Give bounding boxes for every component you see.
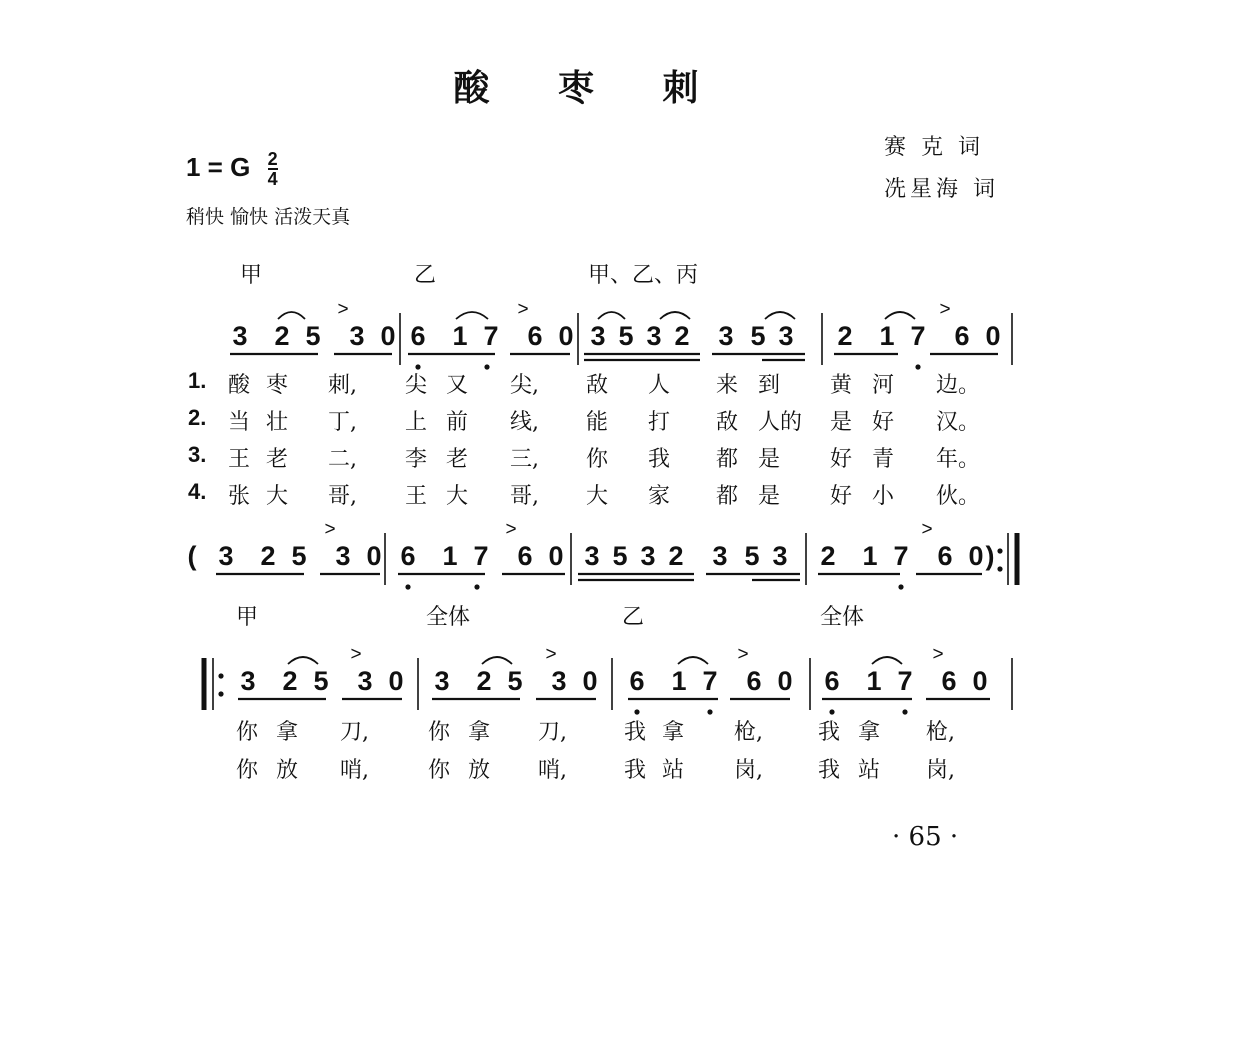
accent-mark: > [921,519,933,540]
lyric-syllable: 我 [818,720,841,745]
octave-dot [218,673,223,678]
note: 2 [668,541,684,571]
note: 6 [400,541,416,571]
lyric-syllable: 是 [758,447,781,472]
octave-dot [484,364,489,369]
voice-label: 全体 [426,605,471,630]
accent-mark: > [337,299,349,320]
note: 0 [582,666,598,696]
note: 1 [442,541,458,571]
lyric-syllable: 刀, [538,720,567,745]
note: 3 [712,541,728,571]
note: 0 [380,321,396,351]
note: 5 [313,666,329,696]
lyric-syllable: 张 [228,484,251,509]
lyric-syllable: 我 [624,720,647,745]
slur [872,657,902,664]
octave-dot [829,709,834,714]
song-title: 酸 枣 刺 [453,67,727,109]
lyric-syllable: 枣 [266,373,289,398]
lyric-syllable: 人 [648,373,671,398]
note: 6 [410,321,426,351]
slur [660,312,690,319]
lyric-syllable: 哥, [328,484,357,509]
lyric-syllable: 王 [405,484,428,509]
octave-dot [915,364,920,369]
lyric-syllable: 拿 [276,720,299,745]
lyric-syllable: 站 [662,758,685,783]
note: 6 [527,321,543,351]
slur [598,312,625,319]
lyric-syllable: 老 [266,447,289,472]
lyric-syllable: 小 [872,484,895,509]
lyric-syllable: 哨, [340,758,369,783]
slur [456,312,488,319]
note: 1 [452,321,468,351]
octave-dot [997,548,1002,553]
lyric-syllable: 老 [446,447,469,472]
lyric-syllable: 拿 [858,720,881,745]
lyric-syllable: 拿 [662,720,685,745]
octave-dot [707,709,712,714]
note: 5 [744,541,760,571]
lyric-syllable: 好 [830,447,853,472]
note: 0 [548,541,564,571]
lyric-syllable: 打 [648,410,671,435]
note: 7 [897,666,913,696]
lyric-syllable: 哨, [538,758,567,783]
voice-label: 甲 [240,263,263,288]
note: 3 [590,321,606,351]
lyric-syllable: 三, [510,447,539,472]
note: 6 [937,541,953,571]
lyric-syllable: 都 [716,447,739,472]
lyric-syllable: 你 [586,447,609,472]
note: 2 [260,541,276,571]
lyric-syllable: 线, [510,410,539,435]
octave-dot [634,709,639,714]
accent-mark: > [324,519,336,540]
note: 7 [910,321,926,351]
lyric-syllable: 家 [648,484,671,509]
verse-number: 3. [188,442,207,467]
lyric-syllable: 青 [872,447,895,472]
note: 3 [718,321,734,351]
note: 3 [218,541,234,571]
note: 2 [274,321,290,351]
note: 6 [954,321,970,351]
page-number: · 65 · [892,822,959,852]
note: 1 [671,666,687,696]
accent-mark: > [939,299,951,320]
lyric-syllable: 汉。 [936,410,981,435]
voice-label: 甲、乙、丙 [588,263,699,288]
note: 0 [558,321,574,351]
note: 2 [282,666,298,696]
lyric-syllable: 二, [328,447,357,472]
voice-label: 乙 [414,263,437,288]
slur [678,657,708,664]
lyric-syllable: 枪, [734,720,763,745]
accent-mark: > [932,644,944,665]
octave-dot [902,709,907,714]
key-label: 1 = G [186,151,251,182]
octave-dot [415,364,420,369]
lyric-syllable: 放 [276,758,299,783]
lyric-syllable: 上 [405,410,428,435]
meter-bottom: 4 [267,169,278,189]
slur [482,657,512,664]
lyric-syllable: 你 [236,720,259,745]
lyric-syllable: 大 [586,484,609,509]
note: 3 [646,321,662,351]
tempo-marking: 稍快 愉快 活泼天真 [186,206,351,228]
note: 5 [305,321,321,351]
lyric-syllable: 刀, [340,720,369,745]
lyric-syllable: 敌 [586,373,609,398]
note: 6 [629,666,645,696]
note: 7 [473,541,489,571]
paren-close: ) [985,541,995,571]
lyric-syllable: 好 [872,410,895,435]
note: 7 [702,666,718,696]
note: 3 [584,541,600,571]
note: 0 [968,541,984,571]
note: 1 [866,666,882,696]
verse-number: 1. [188,368,207,393]
note: 7 [893,541,909,571]
slur [885,312,915,319]
lyric-syllable: 人的 [758,410,803,435]
lyric-syllable: 站 [858,758,881,783]
note: 3 [640,541,656,571]
lyric-syllable: 岗, [734,758,763,783]
lyric-syllable: 岗, [926,758,955,783]
slur [765,312,795,319]
lyric-syllable: 当 [228,410,251,435]
note: 0 [388,666,404,696]
composer-credit: 冼星海 词 [884,177,999,202]
accent-mark: > [350,644,362,665]
accent-mark: > [517,299,529,320]
slur [288,657,318,664]
note: 6 [824,666,840,696]
meter-top: 2 [267,149,278,169]
lyric-syllable: 刺, [328,373,357,398]
voice-label: 乙 [622,605,645,630]
lyric-syllable: 又 [446,373,469,398]
lyric-syllable: 哥, [510,484,539,509]
note: 3 [778,321,794,351]
lyric-syllable: 你 [236,758,259,783]
note: 3 [357,666,373,696]
note: 7 [483,321,499,351]
note: 3 [434,666,450,696]
lyric-syllable: 到 [758,373,781,398]
lyric-syllable: 大 [266,484,289,509]
lyric-syllable: 黄 [830,373,853,398]
note: 5 [291,541,307,571]
lyric-syllable: 我 [818,758,841,783]
voice-label: 甲 [236,605,259,630]
note: 1 [879,321,895,351]
lyric-syllable: 敌 [716,410,739,435]
lyric-syllable: 枪, [926,720,955,745]
accent-mark: > [545,644,557,665]
lyric-syllable: 是 [758,484,781,509]
octave-dot [405,584,410,589]
lyric-syllable: 王 [228,447,251,472]
note: 3 [232,321,248,351]
verse-number: 2. [188,405,207,430]
lyric-syllable: 你 [428,720,451,745]
note: 1 [862,541,878,571]
lyric-syllable: 都 [716,484,739,509]
lyric-syllable: 放 [468,758,491,783]
voice-label: 全体 [820,605,865,630]
note: 3 [240,666,256,696]
note: 6 [517,541,533,571]
lyric-syllable: 你 [428,758,451,783]
verse-number: 4. [188,479,207,504]
note: 0 [972,666,988,696]
octave-dot [997,566,1002,571]
lyricist-credit: 赛 克 词 [884,135,984,160]
lyric-syllable: 河 [872,373,895,398]
note: 0 [366,541,382,571]
note: 2 [674,321,690,351]
note: 6 [941,666,957,696]
lyric-syllable: 壮 [266,410,289,435]
note: 5 [612,541,628,571]
note: 3 [772,541,788,571]
note: 5 [750,321,766,351]
lyric-syllable: 尖, [510,373,539,398]
lyric-syllable: 李 [405,447,428,472]
note: 6 [746,666,762,696]
note: 3 [349,321,365,351]
lyric-syllable: 来 [716,373,739,398]
note: 5 [507,666,523,696]
lyric-syllable: 年。 [936,447,981,472]
lyric-syllable: 边。 [936,373,981,398]
octave-dot [218,691,223,696]
lyric-syllable: 尖 [405,373,428,398]
note: 2 [837,321,853,351]
lyric-syllable: 是 [830,410,853,435]
lyric-syllable: 大 [446,484,469,509]
paren-open: ( [187,541,197,571]
note: 3 [551,666,567,696]
lyric-syllable: 我 [648,447,671,472]
octave-dot [898,584,903,589]
lyric-syllable: 伙。 [936,484,981,509]
note: 2 [820,541,836,571]
lyric-syllable: 拿 [468,720,491,745]
lyric-syllable: 酸 [228,373,251,398]
lyric-syllable: 好 [830,484,853,509]
note: 5 [618,321,634,351]
lyric-syllable: 能 [586,410,609,435]
accent-mark: > [505,519,517,540]
note: 3 [335,541,351,571]
note: 2 [476,666,492,696]
lyric-syllable: 我 [624,758,647,783]
note: 0 [985,321,1001,351]
note: 0 [777,666,793,696]
accent-mark: > [737,644,749,665]
slur [278,312,305,319]
lyric-syllable: 丁, [328,410,357,435]
lyric-syllable: 前 [446,410,469,435]
octave-dot [474,584,479,589]
